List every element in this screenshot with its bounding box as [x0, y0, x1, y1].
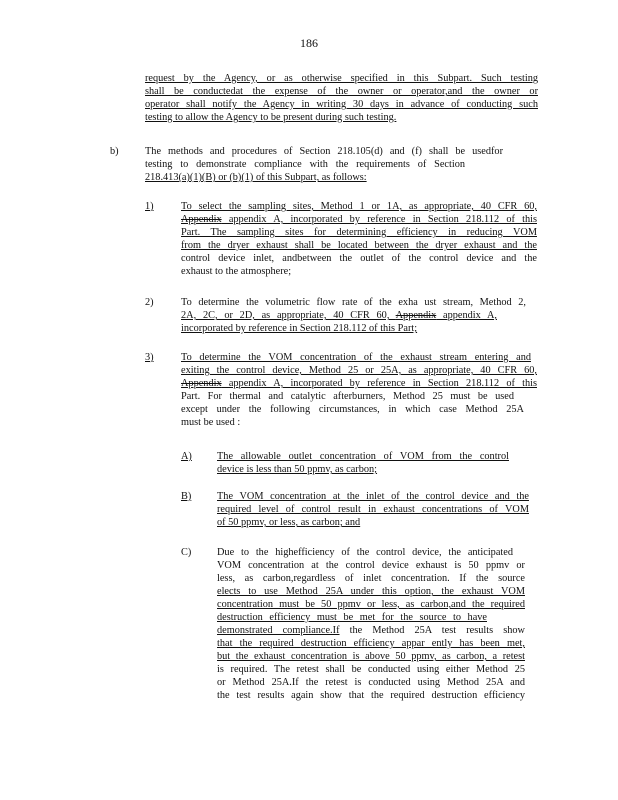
item-A-line: The allowable outlet concentration of VOM from the control: [217, 451, 509, 462]
item-2-line: To determine the volumetric flow rate of the exha ust stream, Method 2,: [181, 297, 526, 308]
item-C-line-rest: the Method 25A test results show: [339, 625, 525, 636]
item-b-line: The methods and procedures of Section 218.105(d) and (f) shall be usedfor: [145, 146, 503, 157]
item-C-line: the test results again show that the required destruction efficiency: [217, 690, 525, 701]
intro-line: shall be conductedat the expense of the owner or operator,and the owner or: [145, 86, 538, 97]
struck-text: Appendix: [181, 378, 222, 389]
item-3-line-rest: appendix A, incorporated by reference in Section 218.112 of this: [221, 378, 537, 389]
item-C-line: VOM concentration at the control device exhaust is 50 ppmv or: [217, 560, 525, 571]
item-C-line: destruction efficiency must be met for the source to have: [217, 612, 487, 623]
intro-paragraph: [145, 72, 538, 124]
item-C-line: is required. The retest shall be conducted using either Method 25: [217, 664, 525, 675]
intro-line: operator shall notify the Agency in writing 30 days in advance of conducting such: [145, 99, 538, 110]
item-3-label: 3): [145, 352, 154, 363]
item-C-line: but the exhaust concentration is above 50 ppmv, as carbon, a retest: [217, 651, 525, 662]
item-C-line: [217, 624, 525, 637]
item-1-line: To select the sampling sites, Method 1 or 1A, as appropriate, 40 CFR 60,: [181, 201, 537, 212]
item-1-line-rest: appendix A, incorporated by reference in Section 218.112 of this: [221, 214, 537, 225]
item-b-line: testing to demonstrate compliance with the requirements of Section: [145, 159, 465, 170]
item-2-line: [181, 309, 497, 322]
item-3-line: exiting the control device, Method 25 or 25A, as appropriate, 40 CFR 60,: [181, 365, 537, 376]
item-3-line: Part. For thermal and catalytic afterburners, Method 25 must be used: [181, 391, 514, 402]
item-C-line: less, as carbon,regardless of inlet concentration. If the source: [217, 573, 525, 584]
item-A-paragraph: [217, 450, 509, 476]
item-B-paragraph: [217, 490, 529, 529]
item-3-line: except under the following circumstances, in which case Method 25A: [181, 404, 524, 415]
item-C-line: Due to the highefficiency of the control device, the anticipated: [217, 547, 513, 558]
item-1-line: exhaust to the atmosphere;: [181, 266, 292, 277]
item-2-paragraph: [181, 296, 526, 335]
item-C-line: that the required destruction efficiency appar ently has been met,: [217, 638, 525, 649]
item-b-line: 218.413(a)(1)(B) or (b)(1) of this Subpart, as follows:: [145, 172, 367, 183]
item-3-paragraph: [181, 351, 537, 429]
item-C-line: or Method 25A.If the retest is conducted using Method 25A and: [217, 677, 525, 688]
intro-line: testing to allow the Agency to be present during such testing.: [145, 112, 397, 123]
struck-text: Appendix: [181, 214, 222, 225]
item-2-line-b: appendix A,: [436, 310, 497, 321]
item-A-line: device is less than 50 ppmv, as carbon;: [217, 464, 378, 475]
item-2-line-a: 2A, 2C, or 2D, as appropriate, 40 CFR 60,: [181, 310, 396, 321]
item-3-line: To determine the VOM concentration of the exhaust stream entering and: [181, 352, 531, 363]
item-1-label: 1): [145, 201, 154, 212]
item-B-line: required level of control result in exhaust concentrations of VOM: [217, 504, 529, 515]
page-number: 186: [300, 36, 318, 50]
item-B-line: The VOM concentration at the inlet of the control device and the: [217, 491, 529, 502]
item-C-underlined-text: demonstrated compliance.If: [217, 625, 340, 636]
item-b-paragraph: [145, 145, 503, 184]
item-2-line: incorporated by reference in Section 218.112 of this Part;: [181, 323, 418, 334]
intro-line: request by the Agency, or as otherwise specified in this Subpart. Such testing: [145, 73, 538, 84]
item-1-paragraph: [181, 200, 537, 278]
item-B-line: of 50 ppmv, or less, as carbon; and: [217, 517, 361, 528]
item-1-line: Part. The sampling sites for determining efficiency in reducing VOM: [181, 227, 537, 238]
item-2-label: 2): [145, 297, 154, 308]
item-C-line: concentration must be 50 ppmv or less, as carbon,and the required: [217, 599, 525, 610]
item-3-line: [181, 377, 537, 390]
item-A-label: A): [181, 451, 192, 462]
item-1-line: [181, 213, 537, 226]
struck-text: Appendix: [395, 310, 437, 321]
item-1-line: control device inlet, andbetween the outlet of the control device and the: [181, 253, 537, 264]
item-B-label: B): [181, 491, 192, 502]
item-C-label: C): [181, 547, 192, 558]
item-3-line: must be used :: [181, 417, 241, 428]
item-1-line: from the dryer exhaust shall be located between the dryer exhaust and the: [181, 240, 537, 251]
item-C-line: elects to use Method 25A under this option, the exhaust VOM: [217, 586, 525, 597]
item-C-paragraph: [217, 546, 525, 702]
item-b-label: b): [110, 146, 119, 157]
